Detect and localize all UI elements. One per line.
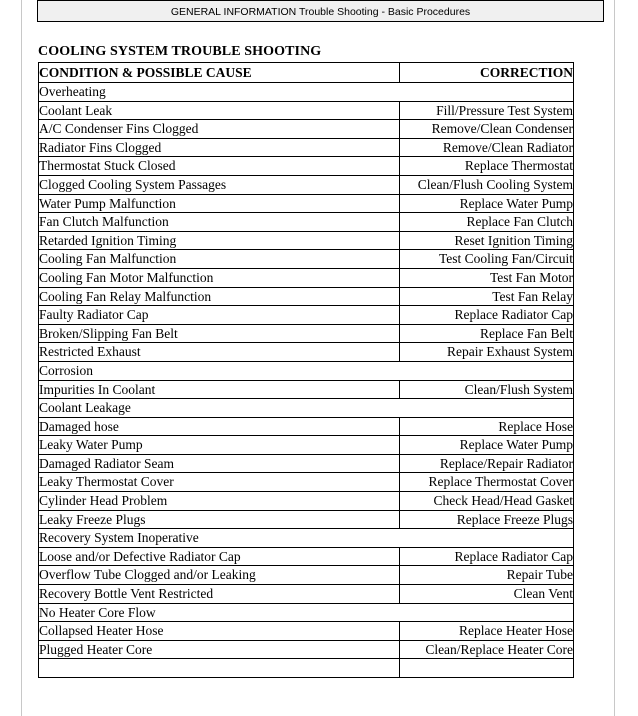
table-row bbox=[39, 250, 574, 269]
table-body bbox=[39, 83, 574, 678]
cause-cell: Clogged Cooling System Passages bbox=[39, 175, 400, 194]
table-row bbox=[39, 324, 574, 343]
correction-cell: Replace Radiator Cap bbox=[400, 547, 574, 566]
table-row bbox=[39, 510, 574, 529]
correction-cell: Test Cooling Fan/Circuit bbox=[400, 250, 574, 269]
cause-cell: Leaky Freeze Plugs bbox=[39, 510, 400, 529]
table-row bbox=[39, 138, 574, 157]
table-row bbox=[39, 454, 574, 473]
group-row bbox=[39, 529, 574, 548]
cause-cell: Leaky Thermostat Cover bbox=[39, 473, 400, 492]
cause-cell: A/C Condenser Fins Clogged bbox=[39, 120, 400, 139]
table-row bbox=[39, 417, 574, 436]
cause-cell: Fan Clutch Malfunction bbox=[39, 213, 400, 232]
table-row bbox=[39, 157, 574, 176]
correction-cell: Check Head/Head Gasket bbox=[400, 492, 574, 511]
table-row-empty bbox=[39, 659, 574, 678]
table-row bbox=[39, 343, 574, 362]
group-label: Overheating bbox=[39, 83, 574, 102]
table-row bbox=[39, 306, 574, 325]
cause-cell: Cooling Fan Malfunction bbox=[39, 250, 400, 269]
table-row bbox=[39, 213, 574, 232]
cause-cell: Damaged Radiator Seam bbox=[39, 454, 400, 473]
correction-cell: Replace Radiator Cap bbox=[400, 306, 574, 325]
group-label: Corrosion bbox=[39, 361, 574, 380]
correction-cell: Remove/Clean Condenser bbox=[400, 120, 574, 139]
cause-cell: Faulty Radiator Cap bbox=[39, 306, 400, 325]
table-row bbox=[39, 492, 574, 511]
table-row bbox=[39, 622, 574, 641]
correction-cell: Replace Freeze Plugs bbox=[400, 510, 574, 529]
cause-cell: Restricted Exhaust bbox=[39, 343, 400, 362]
correction-cell: Repair Exhaust System bbox=[400, 343, 574, 362]
group-row bbox=[39, 603, 574, 622]
group-label: No Heater Core Flow bbox=[39, 603, 574, 622]
table-row bbox=[39, 380, 574, 399]
correction-cell: Repair Tube bbox=[400, 566, 574, 585]
page-header bbox=[37, 0, 604, 22]
group-label: Coolant Leakage bbox=[39, 399, 574, 418]
cause-cell: Collapsed Heater Hose bbox=[39, 622, 400, 641]
cause-cell: Recovery Bottle Vent Restricted bbox=[39, 585, 400, 604]
correction-cell: Clean Vent bbox=[400, 585, 574, 604]
group-row bbox=[39, 361, 574, 380]
correction-cell: Replace Fan Belt bbox=[400, 324, 574, 343]
cause-cell: Water Pump Malfunction bbox=[39, 194, 400, 213]
table-row bbox=[39, 566, 574, 585]
cause-cell: Impurities In Coolant bbox=[39, 380, 400, 399]
table-row bbox=[39, 547, 574, 566]
group-row bbox=[39, 399, 574, 418]
trouble-shooting-table bbox=[38, 62, 574, 678]
correction-cell: Clean/Flush System bbox=[400, 380, 574, 399]
cause-cell: Radiator Fins Clogged bbox=[39, 138, 400, 157]
correction-cell: Remove/Clean Radiator bbox=[400, 138, 574, 157]
table-row bbox=[39, 175, 574, 194]
group-row bbox=[39, 83, 574, 102]
cause-cell: Cooling Fan Relay Malfunction bbox=[39, 287, 400, 306]
table-row bbox=[39, 231, 574, 250]
table-row bbox=[39, 473, 574, 492]
correction-cell: Replace Fan Clutch bbox=[400, 213, 574, 232]
correction-cell: Replace Thermostat bbox=[400, 157, 574, 176]
table-row bbox=[39, 585, 574, 604]
cause-cell: Broken/Slipping Fan Belt bbox=[39, 324, 400, 343]
correction-cell: Clean/Replace Heater Core bbox=[400, 640, 574, 659]
correction-cell-empty bbox=[400, 659, 574, 678]
cause-cell-empty bbox=[39, 659, 400, 678]
table-row bbox=[39, 268, 574, 287]
correction-cell: Fill/Pressure Test System bbox=[400, 101, 574, 120]
table-row bbox=[39, 640, 574, 659]
correction-cell: Replace Water Pump bbox=[400, 194, 574, 213]
cause-cell: Cooling Fan Motor Malfunction bbox=[39, 268, 400, 287]
table-row bbox=[39, 101, 574, 120]
correction-cell: Reset Ignition Timing bbox=[400, 231, 574, 250]
table-row bbox=[39, 436, 574, 455]
correction-cell: Clean/Flush Cooling System bbox=[400, 175, 574, 194]
correction-cell: Replace/Repair Radiator bbox=[400, 454, 574, 473]
table-row bbox=[39, 287, 574, 306]
correction-cell: Test Fan Relay bbox=[400, 287, 574, 306]
column-header-condition: CONDITION & POSSIBLE CAUSE bbox=[39, 63, 400, 83]
correction-cell: Replace Thermostat Cover bbox=[400, 473, 574, 492]
table-row bbox=[39, 120, 574, 139]
cause-cell: Coolant Leak bbox=[39, 101, 400, 120]
cause-cell: Thermostat Stuck Closed bbox=[39, 157, 400, 176]
cause-cell: Cylinder Head Problem bbox=[39, 492, 400, 511]
page-header-text: GENERAL INFORMATION Trouble Shooting - Basic Procedures bbox=[170, 6, 471, 18]
correction-cell: Test Fan Motor bbox=[400, 268, 574, 287]
cause-cell: Leaky Water Pump bbox=[39, 436, 400, 455]
table-header-row bbox=[39, 63, 574, 83]
correction-cell: Replace Hose bbox=[400, 417, 574, 436]
cause-cell: Loose and/or Defective Radiator Cap bbox=[39, 547, 400, 566]
correction-cell: Replace Water Pump bbox=[400, 436, 574, 455]
cause-cell: Damaged hose bbox=[39, 417, 400, 436]
group-label: Recovery System Inoperative bbox=[39, 529, 574, 548]
cause-cell: Retarded Ignition Timing bbox=[39, 231, 400, 250]
table-row bbox=[39, 194, 574, 213]
column-header-correction: CORRECTION bbox=[400, 63, 574, 83]
document-title: COOLING SYSTEM TROUBLE SHOOTING bbox=[38, 44, 322, 59]
correction-cell: Replace Heater Hose bbox=[400, 622, 574, 641]
cause-cell: Plugged Heater Core bbox=[39, 640, 400, 659]
cause-cell: Overflow Tube Clogged and/or Leaking bbox=[39, 566, 400, 585]
